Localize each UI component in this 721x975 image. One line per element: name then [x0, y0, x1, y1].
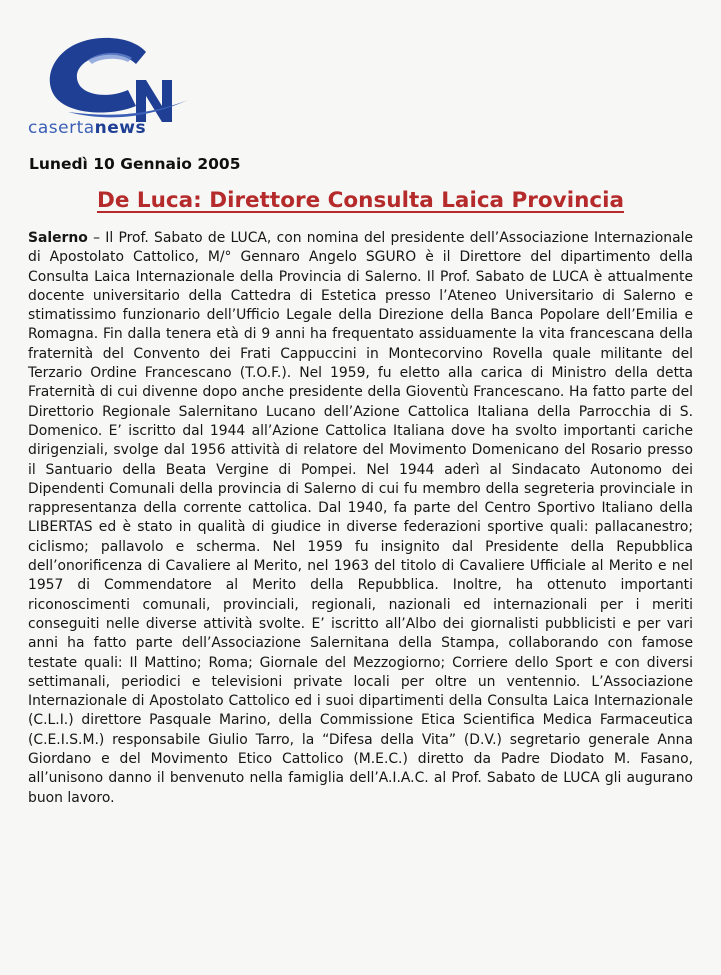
- article-body: [28, 229, 693, 808]
- article-place: Salerno: [28, 230, 88, 246]
- brand-name-left: caserta: [28, 118, 95, 138]
- article-dash: –: [87, 230, 106, 246]
- cn-logo-mark: [28, 30, 198, 125]
- brand-name: [28, 118, 146, 138]
- article-text: Il Prof. Sabato de LUCA, con nomina del presidente dell’Associazione Internazionale di Apostolato Cattolico, M/° Gennaro Angelo SGURO è il Direttore del dipartimento della Consulta Laica Internazionale della Provincia di Salerno. Il Prof. Sabato de LUCA è attualmente docente universitario della Cattedra di Estetica presso l’Ateneo Universitario di Salerno e stimatissimo funzionario dell’Ufficio Legale della Direzione della Banca Popolare dell’Emilia e Romagna. Fin dalla tenera età di 9 anni ha frequentato assiduamente la vita francescana della fraternità del Convento dei Frati Cappuccini in Montecorvino Rovella quale militante del Terzario Ordine Francescano (T.O.F.). Nel 1959, fu eletto alla carica di Ministro della detta Fraternità di cui divenne dopo anche presidente della Gioventù Francescano. Ha fatto parte del Direttorio Regionale Salernitano Lucano dell’Azione Cattolica Italiana della Parrocchia di S. Domenico. E’ iscritto dal 1944 all’Azione Cattolica Italiana dove ha svolto importanti cariche dirigenziali, svolge dal 1956 attività di relatore del Movimento Domenicano del Rosario presso il Santuario della Beata Vergine di Pompei. Nel 1944 aderì al Sindacato Autonomo dei Dipendenti Comunali della provincia di Salerno di cui fu membro della segreteria provinciale in rappresentanza della corrente cattolica. Dal 1940, fa parte del Centro Sportivo Italiano della LIBERTAS ed è stato in qualità di giudice in diverse federazioni sportive quali: pallacanestro; ciclismo; pallavolo e scherma. Nel 1959 fu insignito dal Presidente della Repubblica dell’onorificenza di Cavaliere al Merito, nel 1963 del titolo di Cavaliere Ufficiale al Merito e nel 1957 di Commendatore al Merito della Repubblica. Inoltre, ha ottenuto importanti riconoscimenti comunali, provinciali, regionali, nazionali ed internazionali per i meriti conseguiti nelle diverse attività svolte. E’ iscritto all’Albo dei giornalisti pubblicisti e per vari anni ha fatto parte dell’Associazione Salernitana della Stampa, collaborando con famose testate quali: Il Mattino; Roma; Giornale del Mezzogiorno; Corriere dello Sport e con diversi settimanali, periodici e televisioni private locali per oltre un ventennio. L’Associazione Internazionale di Apostolato Cattolico ed i suoi dipartimenti della Consulta Laica Internazionale (C.L.I.) direttore Pasquale Marino, della Commissione Etica Scientifica Medica Farmaceutica (C.E.I.S.M.) responsabile Giulio Tarro, la “Difesa della Vita” (D.V.) segretario generale Anna Giordano e del Movimento Etico Cattolico (M.E.C.) diretto da Padre Diodato M. Fasano, all’unisono danno il benvenuto nella famiglia dell’A.I.A.C. al Prof. Sabato de LUCA gli augurano buon lavoro.: [28, 230, 693, 806]
- article-date: Lunedì 10 Gennaio 2005: [29, 155, 241, 173]
- article-headline: De Luca: Direttore Consulta Laica Provincia: [96, 188, 624, 213]
- brand-name-right: news: [94, 118, 147, 138]
- casertanews-logo: [28, 30, 198, 142]
